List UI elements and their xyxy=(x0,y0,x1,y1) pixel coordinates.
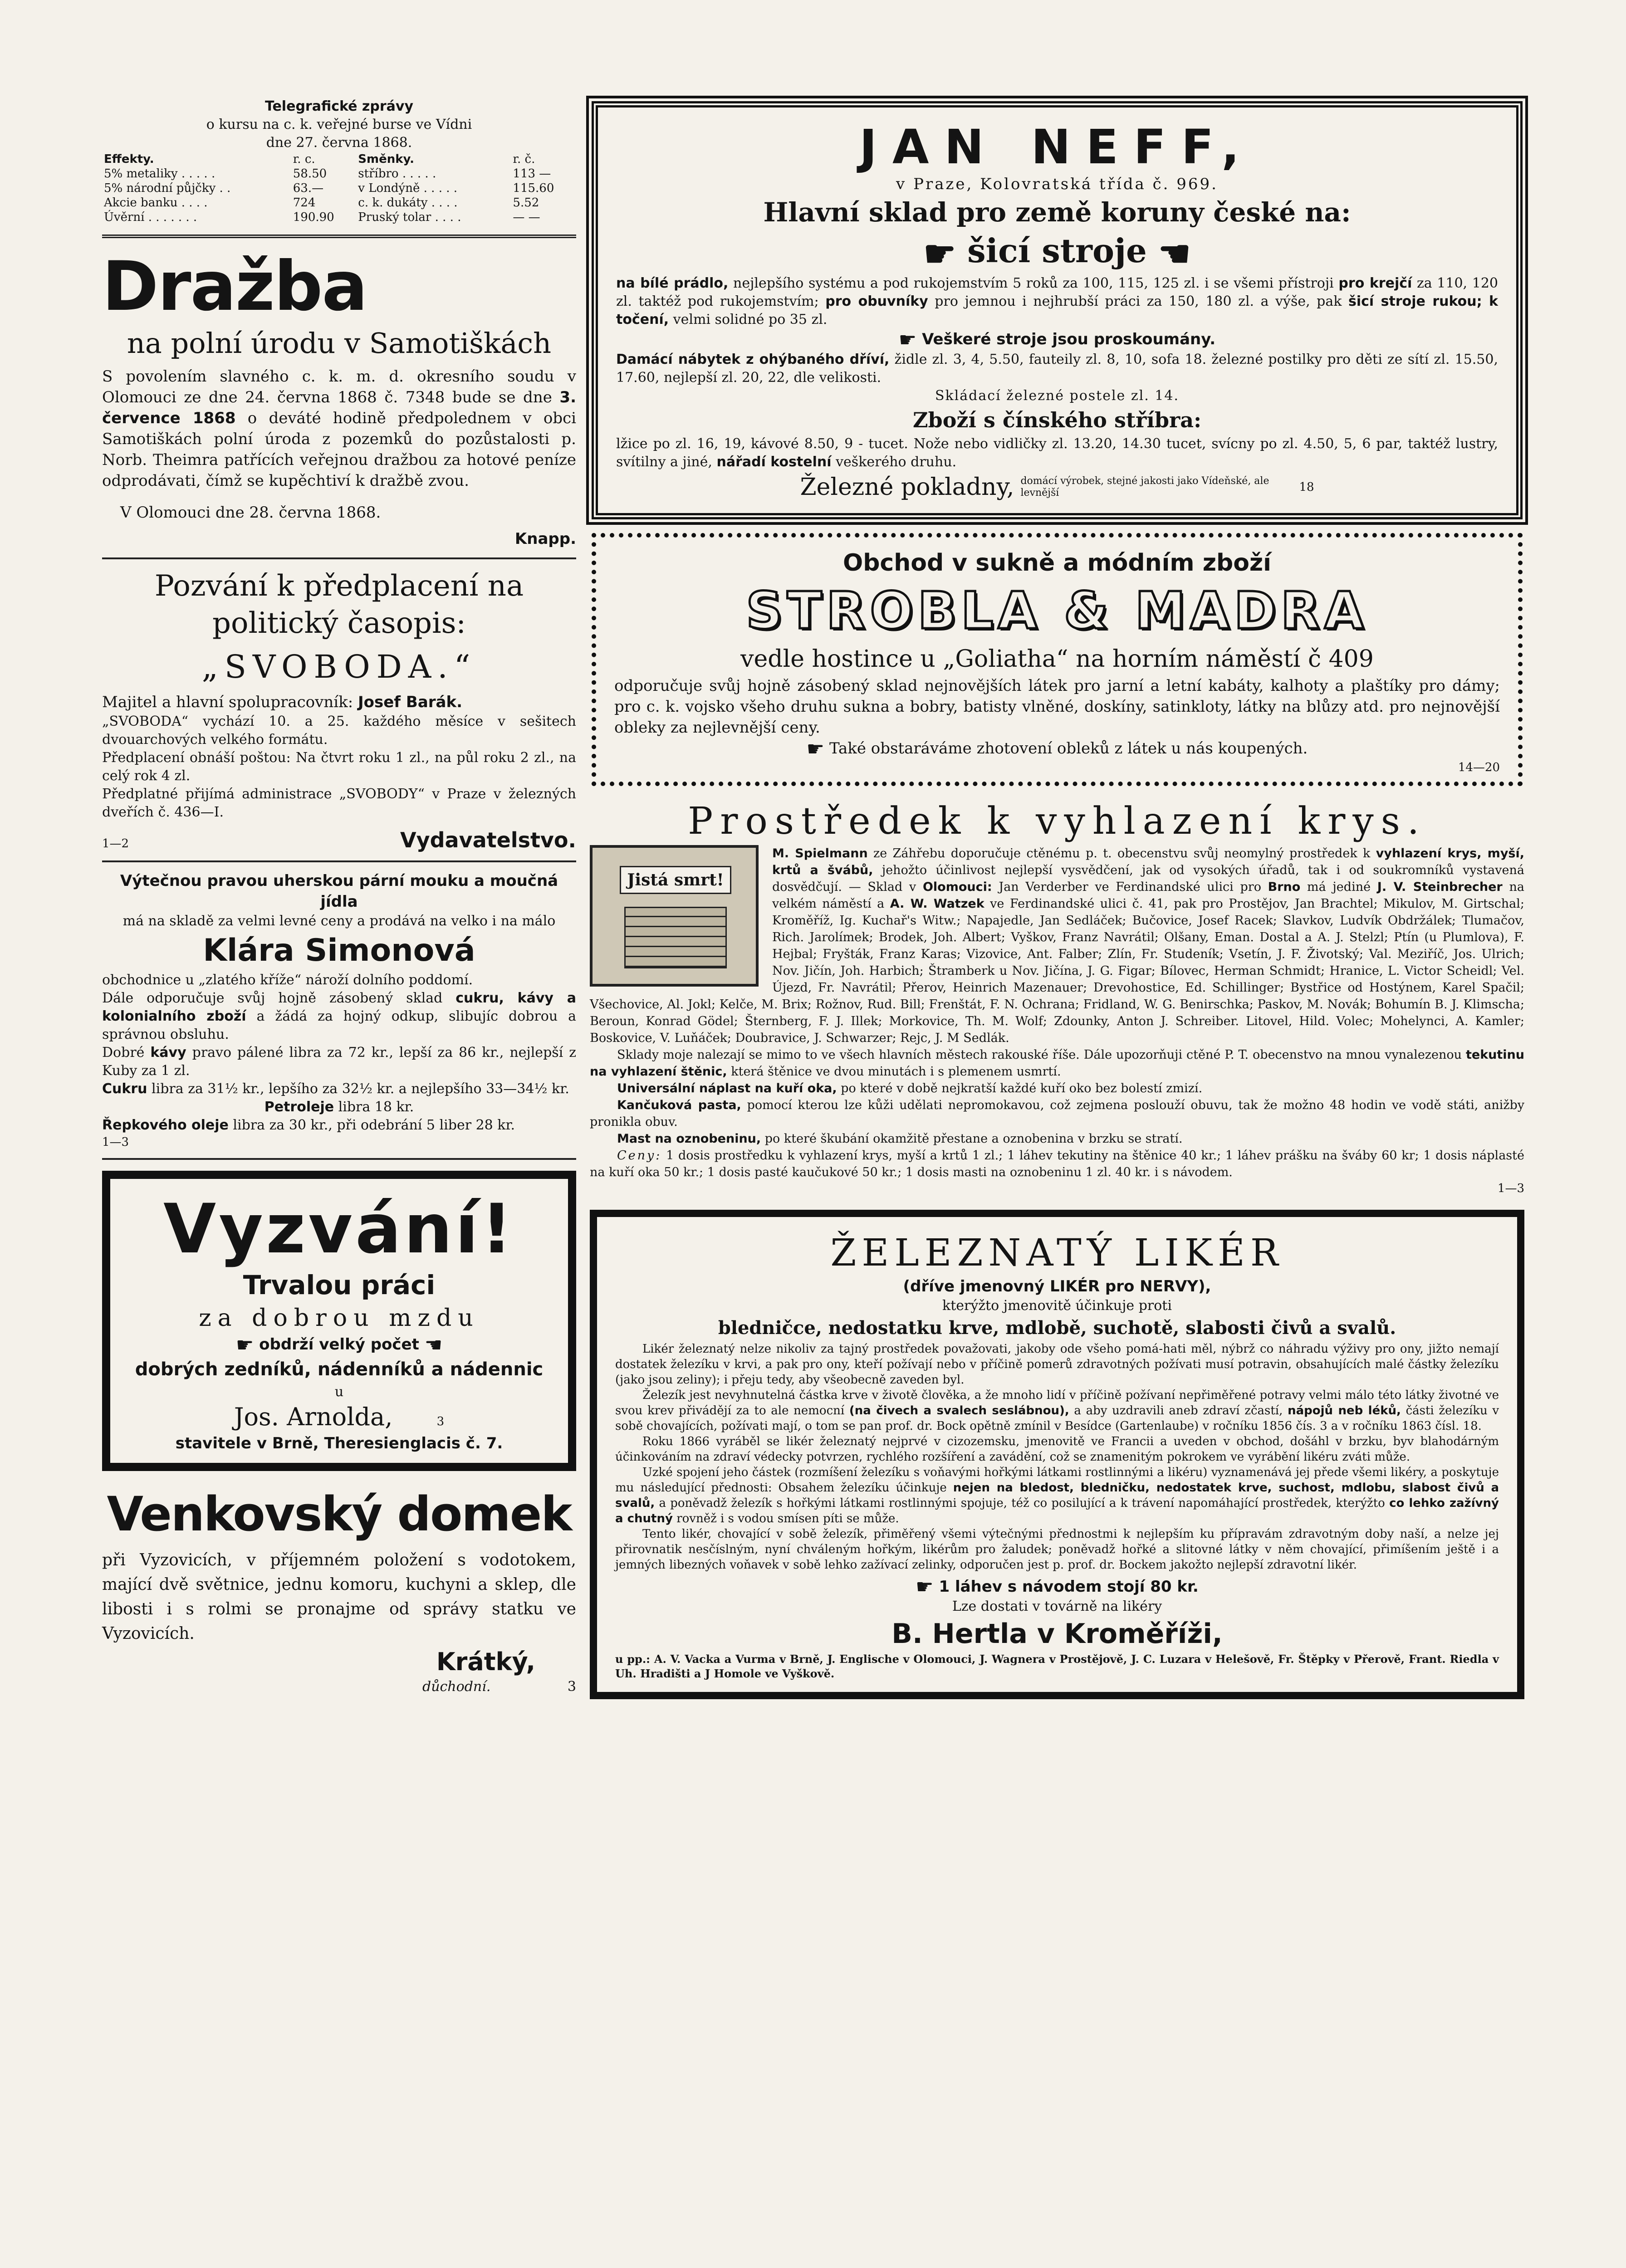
domek-text: při Vyzovicích, v příjemném položení s vodotokem, mající dvě světnice, jednu komoru, kuchyni a sklep, dle libosti i s rolmi se pronajme od správy statku ve Vyzovicích. xyxy=(102,1550,576,1643)
telegraph-section xyxy=(102,98,576,225)
krys-p1j: na velkém náměstí a xyxy=(772,880,1524,911)
krys-p5 xyxy=(590,1130,1524,1147)
klara-text4b: libra za 31½ kr., lepšího za 32½ kr. a nejlepšího 33—34½ kr. xyxy=(152,1081,569,1097)
krys-p6b: 1 dosis prostředku k vyhlazení krys, myší a krtů 1 zl.; 1 láhev tekutiny na štěnice 40 kr.; 1 láhev prášku na šváby 60 kr; 1 dosis náplasté na kuří oka 50 kr.; 1 dosis pasté kaučukové 50 kr.; 1 dosis masti na oznobeninu 1 zl. 40 kr. i s návodem. xyxy=(590,1148,1524,1179)
drazba-date: 3. července 1868 xyxy=(102,388,576,427)
drazba-text xyxy=(102,366,576,491)
telegraph-title: Telegrafické zprávy xyxy=(264,98,413,114)
krys-p6 xyxy=(590,1147,1524,1181)
left-column xyxy=(102,98,576,1696)
krys-p1h: má jediné xyxy=(1307,880,1371,894)
domek-role: důchodní. xyxy=(422,1678,491,1695)
rates-table xyxy=(102,152,576,225)
liker-box xyxy=(590,1210,1524,1700)
strobl-head: Obchod v sukně a módním zboží xyxy=(842,549,1272,577)
svoboda-sign: Vydavatelstvo. xyxy=(400,828,576,852)
rate-cell: stříbro . . . . . xyxy=(358,167,436,181)
strobl-note-text: Také obstaráváme zhotovení obleků z látek u nás koupených. xyxy=(829,739,1308,758)
krys-p1b: ze Záhřebu doporučuje ctěnému p. t. obecenstvu svůj neomylný prostředek k xyxy=(873,846,1371,860)
domek-num: 3 xyxy=(567,1678,576,1695)
domek-role-line xyxy=(102,1678,576,1696)
rate-cell: 58.50 xyxy=(293,167,327,181)
rates-head-r: r. c. xyxy=(293,152,315,166)
pointing-hand-icon: ☛ xyxy=(898,328,917,352)
krys-p1d: jehožto účinlivost nejlepší vysvědčení, jak od vysokých úřadů, tak i od soukromníků vystavená dosvědčují. — Sklad v xyxy=(772,863,1524,894)
rate-cell: 115.60 xyxy=(513,181,554,195)
divider xyxy=(102,557,576,559)
klara-text6a: Řepkového oleje xyxy=(102,1117,229,1133)
vyzvani-l6-text: Jos. Arnolda, xyxy=(234,1402,393,1431)
liker-p2c: a aby uzdravili aneb zdraví zčastí, xyxy=(1074,1403,1283,1418)
telegraph-sub: o kursu na c. k. veřejné burse ve Vídni xyxy=(206,117,472,132)
table-row xyxy=(102,181,576,196)
neff-p3 xyxy=(616,351,1498,387)
neff-p1d: za 110, 120 zl. taktéž pod rukojemstvím; xyxy=(616,275,1498,309)
neff-p1h: velmi solidné po 35 zl. xyxy=(673,312,828,327)
krys-p5b: po které škubání okamžitě přestane a oznobenina v brzku se stratí. xyxy=(764,1131,1183,1146)
neff-title: Hlavní sklad pro země koruny české na: xyxy=(763,197,1351,228)
rate-cell: 63.— xyxy=(293,181,324,195)
vyzvani-l3 xyxy=(124,1334,554,1356)
klara-head: Výtečnou pravou uherskou pární mouku a moučná jídla xyxy=(120,872,558,911)
svoboda-text3: Předplatné přijímá administrace „SVOBODY“ v Praze v železných dveřích č. 436—I. xyxy=(102,786,576,820)
liker-p4 xyxy=(615,1465,1499,1526)
neff-p7 xyxy=(616,471,1498,503)
svoboda-text2: Předplacení obnáší poštou: Na čtvrt roku 1 zl., na půl roku 2 zl., na celý rok 4 zl. xyxy=(102,750,576,784)
divider xyxy=(102,860,576,862)
domek-section xyxy=(102,1485,576,1696)
krys-p3 xyxy=(590,1080,1524,1097)
krys-p3b: po které v době nejkratší každé kuří oko bez bolestí zmizí. xyxy=(841,1081,1203,1095)
krys-p1i: J. V. Steinbrecher xyxy=(1377,880,1503,894)
krys-p4 xyxy=(590,1097,1524,1130)
vyzvani-box xyxy=(102,1171,576,1471)
rate-cell: v Londýně . . . . . xyxy=(358,181,458,195)
krys-p1k: A. W. Watzek xyxy=(890,896,984,911)
pointing-hand-icon: ☚ xyxy=(1158,232,1191,275)
liker-p2e: části železíku v sobě chovajících, požívati mají, o tom se pan prof. dr. Bock opětně zmínil v Besídce (Gartenlaube) v ročníku 1856 čís. 3 a v ročníku 1863 čísl. 18. xyxy=(615,1403,1499,1433)
rate-cell: c. k. dukáty . . . . xyxy=(358,196,458,210)
illu-cage xyxy=(624,907,727,968)
neff-p6 xyxy=(616,435,1498,471)
krys-p3a: Universální náplast na kuří oka, xyxy=(617,1081,837,1095)
strobl-name: STROBLA & MADRA xyxy=(746,581,1368,640)
svoboda-owner-label: Majitel a hlavní spolupracovník: xyxy=(102,693,353,711)
krys-p1a: M. Spielmann xyxy=(772,846,868,860)
liker-firm: B. Hertla v Kroměříži, xyxy=(891,1618,1223,1650)
svoboda-owner xyxy=(102,692,576,713)
klara-text6 xyxy=(102,1116,576,1134)
divider xyxy=(102,1158,576,1160)
neff-box xyxy=(592,101,1523,519)
liker-p2d: nápojů neb léků, xyxy=(1288,1403,1401,1418)
table-row xyxy=(102,210,576,225)
liker-p1: Likér železnatý nelze nikoliv za tajný prostředek považovati, jakoby ode všeho pomá-hati měl, nýbrž co náhradu výživy pro ony, jižto nemají dostatek železíku v krvi, a pak pro ony, kteří požívají nebo v příčině pomerů zdravotných požívati musí potravin, obsahujících malé částky železíku (jako jsou zeliny); i přeju tedy, aby všeobecně zaveden byl. xyxy=(615,1342,1499,1387)
klara-text1: obchodnice u „zlatého kříže“ nároží dolního poddomí. xyxy=(102,972,473,988)
neff-p1e: pro obuvníky xyxy=(825,293,928,309)
klara-name: Klára Simonová xyxy=(203,933,475,968)
neff-p4: Skládací železné postele zl. 14. xyxy=(935,387,1180,404)
svoboda-owner-name: Josef Barák. xyxy=(358,693,463,711)
krys-p1l: ve Ferdinandské ulici č. 41, pak pro Prostějov, Jan Brachtel; Mikulov, M. Girtschal; Kroměříž, Ig. Kuchař's Witw.; Napajedle, Jan Sedláček; Bučovice, Josef Racek; Slavkov, Ludvík Obdržálek; Tlumačov, Rich. Jarolímek; Brodek, Joh. Albert; Vyškov, Franz Navrátil; Olšany, Eman. Dostal a A. J. Stelzl; Ptín (u Plumlova), F. Hejbal; Fryšták, Franz Karas; Vizovice, Ant. Falber; Zlín, Fr. Studeník; Vsetín, J. F. Životský; Val. Meziříč, Jos. Ulrich; Nov. Jičín, Joh. Harbich; Štramberk u Nov. Jičína, J. G. Figar; Bílovec, Herman Schmidt; Hranice, L. Victor Scheidl; Vel. Újezd, Fr. Navrátil; Přerov, Heinrich Mazenauer; Drevohostice, Ed. Schillinger; Bystřice od Hostýnem, Karel Spačil; Všechovice, Al. Jokl; Kelče, M. Brix; Rožnov, Rud. Bill; Frenštát, F. N. Ochrana; Fridland, W. G. Benirschka; Paskov, M. Novák; Bohumín B. J. Klimscha; Beroun, Konrad Gödel; Šternberg, F. J. Illek; Morkovice, Th. M. Wolf; Zdounky, Anton J. Schreiber. Litovel, Hild. Volec; Mohelynci, A. Kamler; Boskovice, V. Luňáček; Doubravice, J. Schwarzer; Rejc, J. M Sedlák. xyxy=(590,896,1524,1045)
neff-p6b: nářadí kostelní xyxy=(716,454,832,470)
neff-p2 xyxy=(616,329,1498,351)
svoboda-title: Pozvání k předplacení na politický časopis: xyxy=(154,569,524,640)
telegraph-date: dne 27. června 1868. xyxy=(266,135,412,151)
liker-depots: u pp.: A. V. Vacka a Vurma v Brně, J. Englische v Olomouci, J. Wagnera v Prostějově, J. C. Luzara v Helešově, Fr. Štěpky v Přerově, Frant. Riedla v Uh. Hradišti a J Homole ve Vyškově. xyxy=(615,1652,1499,1680)
neff-p6a: lžice po zl. 16, 19, kávové 8.50, 9 - tucet. Nože nebo vidličky zl. 13.20, 14.30 tucet, svícny po zl. 4.50, 5, 6 par, taktéž lustry, svítilny a jiné, xyxy=(616,435,1498,470)
strobl-text: odporučuje svůj hojně zásobený sklad nejnovějších látek pro jarní a letní kabáty, kalhoty a plaštíky pro dámy; pro c. k. vojsko všeho druhu sukna a bobry, batisty vlněné, doskíny, satinkloty, látky na blůzy atd. pro nejnovější obleky za nejlevnější ceny. xyxy=(614,676,1500,737)
liker-p4c: a poněvadž železík s hořkými látkami rostlinnými spojuje, též co posilující a k trávení napomáhající prostředek, kterýžto xyxy=(659,1496,1385,1510)
krys-p2 xyxy=(590,1046,1524,1080)
rate-cell: 5% metaliky . . . . . xyxy=(104,167,215,181)
rate-cell: 113 — xyxy=(513,167,551,181)
rates-head-r2: r. č. xyxy=(513,152,535,166)
krys-p1f: Jan Verderber ve Ferdinandské ulici pro xyxy=(999,880,1261,894)
neff-p1g: šicí stroje rukou; k točení, xyxy=(616,293,1498,327)
rate-cell: Akcie banku . . . . xyxy=(104,196,208,210)
krys-p5a: Mast na oznobeninu, xyxy=(617,1131,761,1146)
liker-factory: Lze dostati v továrně na likéry xyxy=(952,1598,1162,1614)
krys-p6a: Ceny: xyxy=(617,1148,662,1163)
strobl-num: 14—20 xyxy=(1458,760,1500,774)
krys-p1c: vyhlazení krys, myší, krtů a švábů, xyxy=(772,846,1524,877)
liker-p2b: (na čivech a svalech seslábnou), xyxy=(849,1403,1069,1418)
klara-text2a: Dále odporučuje svůj hojně zásobený sklad xyxy=(102,990,443,1006)
pointing-hand-icon: ☛ xyxy=(806,737,825,761)
neff-p3b: židle zl. 3, 4, 5.50, fauteily zl. 8, 10, sofa 18. železné postilky pro děti ze sítí zl. 15.50, 17.60, nejlepší zl. 20, 22, dle velikosti. xyxy=(616,351,1498,386)
liker-sub2: kterýžto jmenovitě účinkuje proti xyxy=(942,1297,1172,1314)
klara-section xyxy=(102,870,576,1150)
neff-p1c: pro krejčí xyxy=(1338,275,1412,291)
krys-num: 1—3 xyxy=(1497,1181,1524,1195)
klara-num: 1—3 xyxy=(102,1135,129,1149)
krys-p2b: tekutinu na vyhlazení štěnic, xyxy=(590,1047,1524,1079)
strobl-note xyxy=(614,738,1500,760)
liker-p4e: rovněž i s vodou smísen píti se může. xyxy=(676,1511,899,1525)
rates-head-bills: Směnky. xyxy=(358,152,414,166)
klara-text3a: Dobré xyxy=(102,1045,145,1061)
vyzvani-l3-text: obdrží velký počet xyxy=(259,1335,419,1354)
klara-text3b: kávy xyxy=(150,1045,186,1061)
rat-poison-illustration xyxy=(590,845,759,987)
neff-p3a: Damácí nábytek z ohýbaného dříví, xyxy=(616,351,890,367)
drazba-title: Dražba xyxy=(102,247,367,326)
neff-p7b: domácí výrobek, stejné jakosti jako Vídeňské, ale levnější xyxy=(1020,475,1269,499)
pointing-hand-icon: ☛ xyxy=(235,1333,254,1357)
vyzvani-title: Vyzvání! xyxy=(163,1190,515,1269)
rate-cell: Úvěrní . . . . . . . xyxy=(104,210,197,224)
drazba-subtitle: na polní úrodu v Samotiškách xyxy=(127,327,552,360)
liker-p3: Roku 1866 vyráběl se likér železnatý nejprvé v cizozemsku, jmenovitě ve Francii a uveden v obchod, došáhl v brzku, byv blahodárným účinkováním na zdraví védecky potvrzen, rychlého rozšíření a zavádění, což se znamenitým pokrokem ve vyrábění likéru zváti může. xyxy=(615,1434,1499,1464)
divider xyxy=(102,235,576,238)
svoboda-text1: „SVOBODA“ vychází 10. a 25. každého měsíce v sešitech dvouarchových velkého formátu. xyxy=(102,714,576,748)
neff-p1 xyxy=(616,274,1498,329)
liker-sub: (dříve jmenovný LIKÉR pro NERVY), xyxy=(903,1277,1211,1295)
liker-p2 xyxy=(615,1388,1499,1434)
drazba-place: V Olomouci dne 28. června 1868. xyxy=(120,503,381,522)
neff-p1b: nejlepšího systému a pod rukojemstvím 5 roků za 100, 115, 125 zl. i se všemi přístroji xyxy=(733,275,1334,291)
klara-text5a: Petroleje xyxy=(264,1099,334,1115)
svoboda-footer xyxy=(102,828,576,852)
neff-p1f: pro jemnou i nejhrubší práci za 150, 180 zl. a výše, pak xyxy=(935,293,1342,309)
vyzvani-l1: Trvalou práci xyxy=(243,1270,436,1300)
rate-cell: 5.52 xyxy=(513,196,539,210)
neff-p7a: Železné pokladny, xyxy=(800,473,1014,501)
strobl-addr: vedle hostince u „Goliatha“ na horním náměstí č 409 xyxy=(740,645,1374,673)
illu-scroll: Jistá smrt! xyxy=(620,866,731,894)
krys-p2c: která štěnice ve dvou minutách i s plemenem usmrtí. xyxy=(731,1064,1061,1079)
pointing-hand-icon: ☛ xyxy=(916,1575,934,1598)
liker-title: ŽELEZNATÝ LIKÉR xyxy=(830,1231,1284,1275)
domek-sign: Krátký, xyxy=(436,1647,535,1676)
klara-line1: má na skladě za velmi levné ceny a prodává na velko i na málo xyxy=(122,913,556,929)
krys-p1g: Brno xyxy=(1268,880,1301,894)
vyzvani-l5: u xyxy=(334,1383,344,1400)
liker-p5: Tento likér, chovající v sobě železík, přiměřený všemi výtečnými přednostmi k nejlepším ku přípravám zdravotným doby naší, a nelze jej přirovnatik nesčíslným, nyní chváleným hořkým, likérům pro žaludek; poněvadž hořké a slitovné látky v něm chovající, přimíšením ještě i a jemných libezných voňavek v sobě lehko zažívací zelinky, odporučen jest p. prof. dr. Bockem jakožto nejlepší zdravotní likér. xyxy=(615,1527,1499,1572)
table-row xyxy=(102,196,576,210)
rate-cell: 724 xyxy=(293,196,316,210)
pointing-hand-icon: ☛ xyxy=(923,232,956,275)
vyzvani-l7: stavitele v Brně, Theresienglacis č. 7. xyxy=(175,1434,503,1452)
neff-p6c: veškerého druhu. xyxy=(836,454,957,470)
krys-title: Prostředek k vyhlazení krys. xyxy=(688,799,1426,843)
drazba-text1: S povolením slavného c. k. m. d. okresního soudu v Olomouci ze dne 24. června 1868 č. 7348 bude se dne xyxy=(102,367,576,406)
neff-machines-text: šicí stroje xyxy=(967,231,1147,270)
drazba-text2: o deváté hodině předpolednem v obci Samotiškách polní úroda z pozemků do pozůstalosti p. Norb. Theimra patřících veřejnou dražbou za hotové peníze odprodávati, čímž se kupěchtiví k dražbě zvou. xyxy=(102,409,577,490)
klara-text6b: libra za 30 kr., při odebrání 5 liber 28 kr. xyxy=(233,1117,515,1133)
domek-title: Venkovský domek xyxy=(107,1486,572,1542)
klara-text3c: pravo pálené libra za 72 kr., lepší za 86 kr., nejlepší z Kuby za 1 zl. xyxy=(102,1045,576,1079)
neff-address: v Praze, Kolovratská třída č. 969. xyxy=(896,175,1218,193)
table-row xyxy=(102,166,576,181)
klara-text2b: cukru, kávy a kolonialního zboží xyxy=(102,990,576,1024)
rate-cell: Pruský tolar . . . . xyxy=(358,210,461,224)
rates-header xyxy=(102,152,576,166)
klara-text4a: Cukru xyxy=(102,1081,147,1097)
krys-p1e: Olomouci: xyxy=(922,880,992,894)
rate-cell: 5% národní půjčky . . xyxy=(104,181,231,195)
krys-p2a: Sklady moje nalezají se mimo to ve všech hlavních městech rakouské říše. Dále upozorňuji ctěné P. T. obecenstvo na mnou vynalezenou xyxy=(617,1047,1462,1062)
rate-cell: — — xyxy=(513,210,540,224)
strobl-box xyxy=(592,533,1523,786)
svoboda-section xyxy=(102,567,576,852)
klara-text5b: libra 18 kr. xyxy=(338,1099,414,1115)
vyzvani-l6 xyxy=(124,1401,554,1433)
vyzvani-l2: za dobrou mzdu xyxy=(199,1305,480,1332)
neff-name: JAN NEFF, xyxy=(859,119,1255,175)
right-column xyxy=(590,98,1524,1699)
neff-p5: Zboží s čínského stříbra: xyxy=(912,407,1202,432)
klara-text3 xyxy=(102,1044,576,1080)
neff-p1a: na bílé prádlo, xyxy=(616,275,729,291)
drazba-sign: Knapp. xyxy=(514,530,576,548)
liker-p4b: nejen na bledost, bledničku, nedostatek krve, suchost, mdlobu, slabost čivů a svalů, xyxy=(615,1481,1499,1510)
drazba-section xyxy=(102,248,576,549)
pointing-hand-icon: ☚ xyxy=(424,1333,443,1357)
neff-num: 18 xyxy=(1299,480,1314,494)
rate-cell: 190.90 xyxy=(293,210,334,224)
klara-text2c: a žádá za hojný odkup, slibujíc dobrou a správnou obsluhu. xyxy=(102,1008,576,1042)
liker-p4d: co lehko zažívný a chutný xyxy=(615,1496,1499,1525)
svoboda-name: „SVOBODA.“ xyxy=(201,648,477,685)
klara-text5 xyxy=(102,1098,576,1116)
krys-section xyxy=(590,798,1524,1196)
liker-price-text: 1 láhev s návodem stojí 80 kr. xyxy=(939,1577,1199,1596)
liker-price xyxy=(615,1576,1499,1598)
svoboda-num: 1—2 xyxy=(102,837,129,850)
liker-p4a: Uzké spojení jeho částek (rozmíšení železíku s voňavými hořkými látkami rostlinnými a likéru) vyznamenává jej přede všemi likéry, a poskytuje mu následující přednosti: Obsahem železíku účinkuje xyxy=(615,1465,1499,1495)
neff-p2-text: Veškeré stroje jsou proskoumány. xyxy=(922,330,1216,348)
krys-p4b: pomocí kterou lze kůži udělati nepromokavou, což zejmena poslouží obuvu, tak že možno 48 hodin ve vodě státi, anižby pronikla obuv. xyxy=(590,1098,1524,1129)
vyzvani-l4: dobrých zedníků, nádenníků a nádennic xyxy=(135,1359,544,1380)
krys-p4a: Kančuková pasta, xyxy=(617,1098,741,1112)
neff-machines xyxy=(616,230,1498,274)
klara-text4 xyxy=(102,1080,576,1098)
vyzvani-num: 3 xyxy=(436,1414,445,1428)
rates-head-effects: Effekty. xyxy=(104,152,154,166)
liker-p2a: Železík jest nevyhnutelná částka krve v životě člověka, a že mnoho lidí v příčině požívaní nepřiměřené potravy velmi málo této látky životné ve svou krev přivádějí za to ale nemocní xyxy=(615,1388,1499,1418)
klara-text2 xyxy=(102,989,576,1044)
liker-sub3: bledničce, nedostatku krve, mdlobě, suchotě, slabosti čivů a svalů. xyxy=(718,1317,1396,1339)
